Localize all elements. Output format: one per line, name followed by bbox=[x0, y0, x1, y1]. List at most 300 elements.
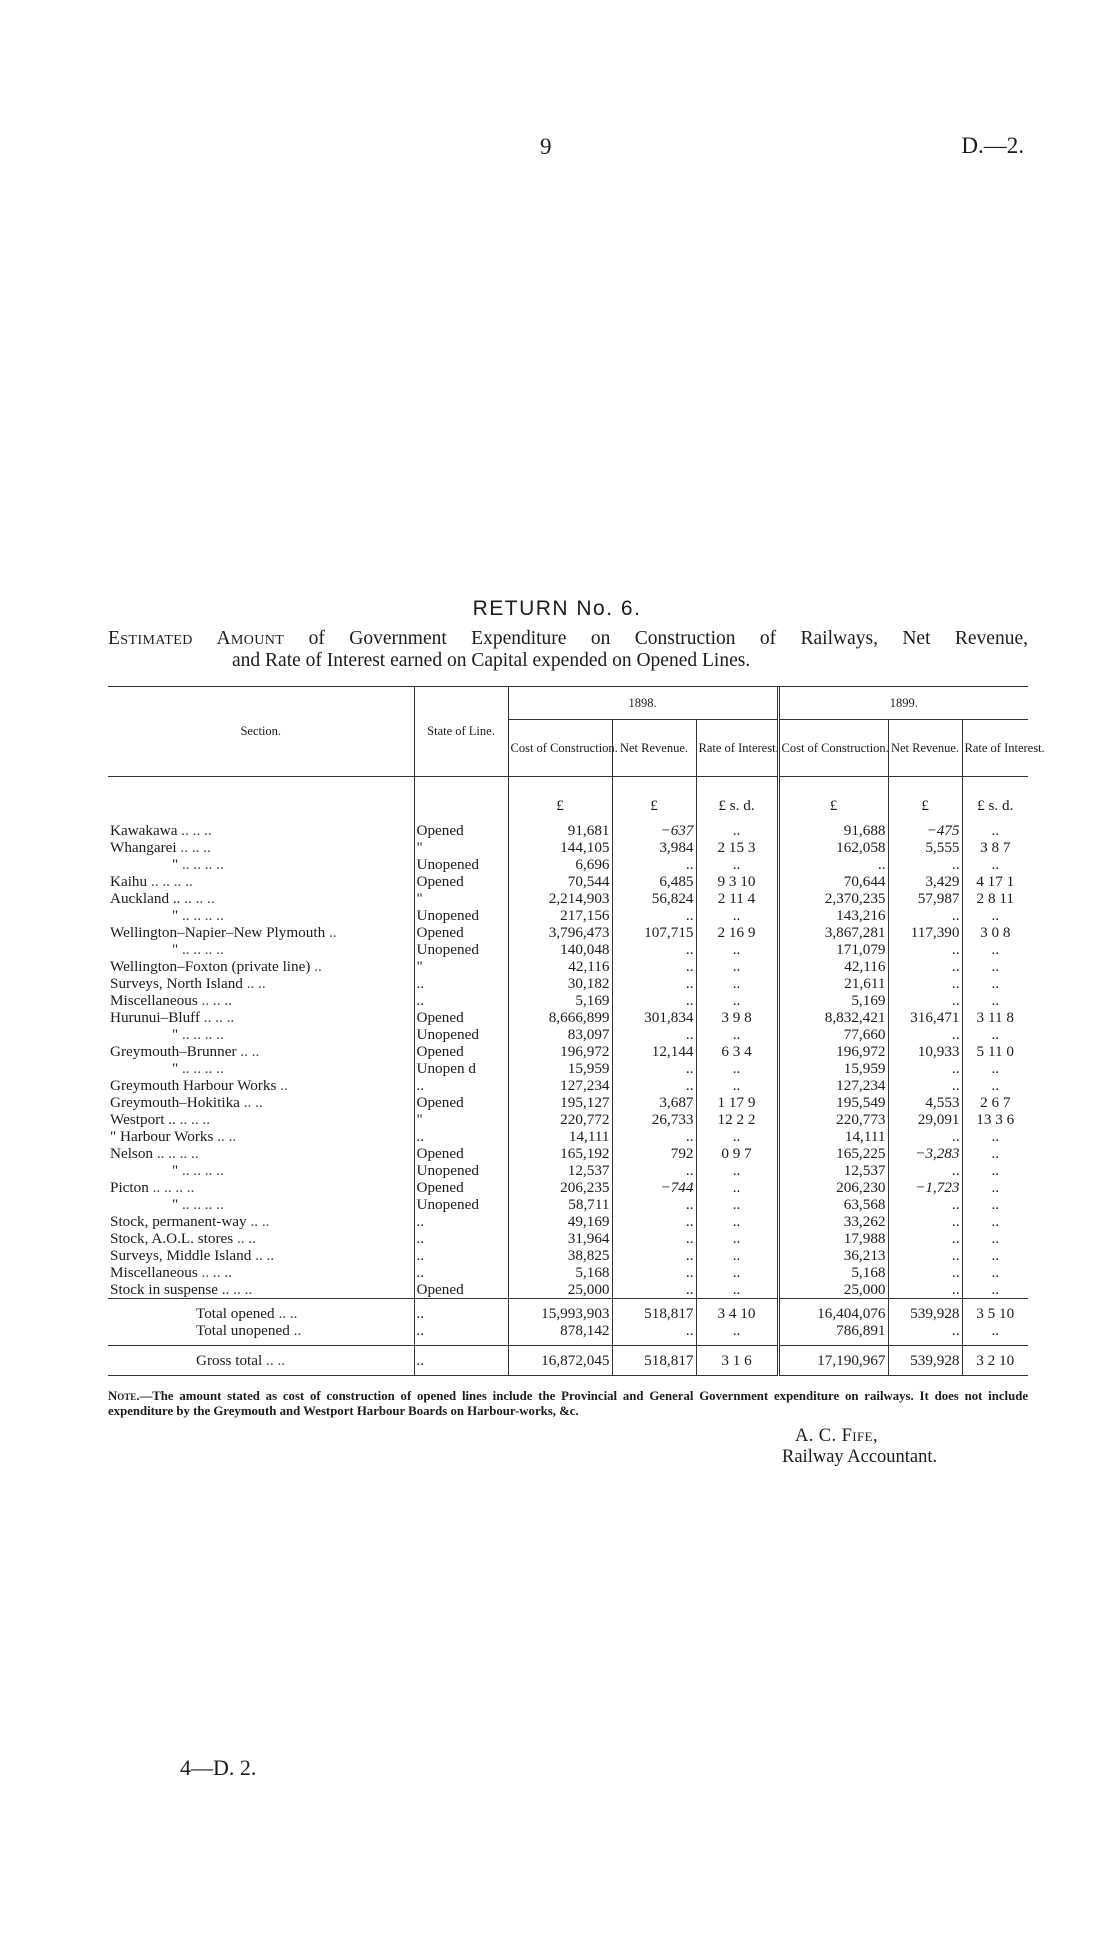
rate-1899-cell: .. bbox=[962, 1026, 1028, 1043]
state-cell: Unopened bbox=[414, 1196, 508, 1213]
rate-1899-cell: 5 11 0 bbox=[962, 1043, 1028, 1060]
leader-dots: .. .. bbox=[240, 1043, 260, 1060]
rate-1899-cell: .. bbox=[962, 1247, 1028, 1264]
cost-1899-cell: 17,988 bbox=[778, 1230, 888, 1247]
section-label: " bbox=[172, 907, 179, 924]
cost-1898-cell: 8,666,899 bbox=[508, 1009, 612, 1026]
table-row bbox=[108, 1060, 1028, 1077]
section-cell bbox=[108, 1264, 414, 1281]
section-cell bbox=[108, 822, 414, 839]
section-cell bbox=[108, 1128, 414, 1145]
return-heading: RETURN No. 6. bbox=[472, 597, 642, 620]
net-1898-cell: 518,817 bbox=[612, 1299, 696, 1323]
rate-1898-cell: 2 11 4 bbox=[696, 890, 778, 907]
net-1898-cell: .. bbox=[612, 907, 696, 924]
table-row bbox=[108, 873, 1028, 890]
table-row bbox=[108, 1299, 1028, 1323]
section-cell bbox=[108, 1299, 414, 1323]
signatory-title: Railway Accountant. bbox=[782, 1447, 938, 1467]
net-1899-cell: .. bbox=[888, 1128, 962, 1145]
leader-dots: .. .. .. .. bbox=[182, 907, 224, 924]
state-cell: .. bbox=[414, 1128, 508, 1145]
section-label: Hurunui–Bluff bbox=[110, 1009, 200, 1026]
rate-1899-cell: 3 2 10 bbox=[962, 1346, 1028, 1376]
section-cell bbox=[108, 1094, 414, 1111]
rate-1898-cell: 3 1 6 bbox=[696, 1346, 778, 1376]
section-label: Nelson bbox=[110, 1145, 154, 1162]
net-1898-cell: .. bbox=[612, 1247, 696, 1264]
net-1898-cell: 3,984 bbox=[612, 839, 696, 856]
section-cell bbox=[108, 992, 414, 1009]
note-text: —The amount stated as cost of construction of opened lines include the Provincial and General Government expenditure on railways. It does not include expenditure by the Greymouth and Westport Harbour Boards on Harbour-works, &c. bbox=[108, 1389, 1028, 1418]
net-1898-cell: .. bbox=[612, 856, 696, 873]
cost-1898-cell: 127,234 bbox=[508, 1077, 612, 1094]
rate-1898-cell: .. bbox=[696, 1128, 778, 1145]
rate-1898-cell: .. bbox=[696, 1196, 778, 1213]
section-cell bbox=[108, 1346, 414, 1376]
net-1898-cell: 56,824 bbox=[612, 890, 696, 907]
state-cell: " bbox=[414, 839, 508, 856]
leader-dots: .. .. bbox=[236, 1230, 256, 1247]
section-cell bbox=[108, 856, 414, 873]
state-cell: .. bbox=[414, 1322, 508, 1346]
rate-1898-cell: 2 15 3 bbox=[696, 839, 778, 856]
leader-dots: .. .. .. .. bbox=[156, 1145, 199, 1162]
section-cell bbox=[108, 958, 414, 975]
rate-1899-cell: .. bbox=[962, 975, 1028, 992]
net-1899-cell: −3,283 bbox=[888, 1145, 962, 1162]
section-label: Gross total bbox=[196, 1352, 263, 1369]
cost-1899-cell: 165,225 bbox=[778, 1145, 888, 1162]
net-1899-cell: .. bbox=[888, 1247, 962, 1264]
state-cell: " bbox=[414, 1111, 508, 1128]
cost-1899-cell: 25,000 bbox=[778, 1281, 888, 1299]
state-cell: Unopened bbox=[414, 941, 508, 958]
state-column-header: State of Line. bbox=[414, 687, 508, 777]
table-row bbox=[108, 1043, 1028, 1060]
rate-1899-cell: .. bbox=[962, 1230, 1028, 1247]
year-1898-header: 1898. bbox=[508, 687, 778, 720]
cost-1899-cell: 195,549 bbox=[778, 1094, 888, 1111]
table-row bbox=[108, 1111, 1028, 1128]
section-label: Surveys, North Island bbox=[110, 975, 243, 992]
table-title-line-1-rest: of Government Expenditure on Construction of Railways, Net Revenue, bbox=[284, 628, 1028, 649]
net-1899-cell: .. bbox=[888, 1162, 962, 1179]
cost-1899-cell: 36,213 bbox=[778, 1247, 888, 1264]
rate-1899-cell: 13 3 6 bbox=[962, 1111, 1028, 1128]
section-label: Picton bbox=[110, 1179, 149, 1196]
net-1899-cell: .. bbox=[888, 1264, 962, 1281]
table-row bbox=[108, 822, 1028, 839]
cost-1898-cell: 15,959 bbox=[508, 1060, 612, 1077]
rate-1898-cell: .. bbox=[696, 975, 778, 992]
table-row bbox=[108, 1196, 1028, 1213]
rate-1898-cell: .. bbox=[696, 907, 778, 924]
section-cell bbox=[108, 1247, 414, 1264]
section-label: Auckland .. bbox=[110, 890, 181, 907]
rate-1899-cell: .. bbox=[962, 992, 1028, 1009]
cost-1898-cell: 6,696 bbox=[508, 856, 612, 873]
cost-1899-cell: 3,867,281 bbox=[778, 924, 888, 941]
rate-1898-cell: 9 3 10 bbox=[696, 873, 778, 890]
rate-1899-cell: .. bbox=[962, 1322, 1028, 1346]
net-1898-cell: .. bbox=[612, 1196, 696, 1213]
cost-1899-cell: 171,079 bbox=[778, 941, 888, 958]
net-1898-cell: 301,834 bbox=[612, 1009, 696, 1026]
cost-1899-cell: 786,891 bbox=[778, 1322, 888, 1346]
rate-1899-cell: 3 8 7 bbox=[962, 839, 1028, 856]
section-cell bbox=[108, 1009, 414, 1026]
section-label: " bbox=[172, 856, 179, 873]
net-1898-cell: .. bbox=[612, 1128, 696, 1145]
section-cell bbox=[108, 1111, 414, 1128]
net-1898-cell: .. bbox=[612, 1026, 696, 1043]
cost-1898-cell: 30,182 bbox=[508, 975, 612, 992]
net-1898-cell: 12,144 bbox=[612, 1043, 696, 1060]
section-cell bbox=[108, 941, 414, 958]
unit-pound: £ bbox=[778, 777, 888, 823]
section-cell bbox=[108, 839, 414, 856]
table-row bbox=[108, 856, 1028, 873]
net-1899-cell: .. bbox=[888, 992, 962, 1009]
cost-1899-cell: 5,169 bbox=[778, 992, 888, 1009]
cost-1899-cell: 91,688 bbox=[778, 822, 888, 839]
rate-1898-cell: .. bbox=[696, 1162, 778, 1179]
rate-1898-cell: .. bbox=[696, 992, 778, 1009]
section-label: Stock, A.O.L. stores bbox=[110, 1230, 234, 1247]
leader-dots: .. .. .. bbox=[201, 992, 232, 1009]
table-row bbox=[108, 958, 1028, 975]
table-row bbox=[108, 1213, 1028, 1230]
net-1899-cell: .. bbox=[888, 975, 962, 992]
page-number: 9 bbox=[540, 134, 552, 159]
cost-1899-cell: 14,111 bbox=[778, 1128, 888, 1145]
rate-1898-cell: .. bbox=[696, 1179, 778, 1196]
cost-1898-cell: 2,214,903 bbox=[508, 890, 612, 907]
net-1898-cell: .. bbox=[612, 992, 696, 1009]
rate-1899-cell: .. bbox=[962, 958, 1028, 975]
leader-dots: .. bbox=[293, 1322, 302, 1339]
state-cell: Unopened bbox=[414, 1026, 508, 1043]
cost-1899-cell: 206,230 bbox=[778, 1179, 888, 1196]
section-cell bbox=[108, 1322, 414, 1346]
rate-1898-cell: .. bbox=[696, 958, 778, 975]
rate-1899-cell: 2 8 11 bbox=[962, 890, 1028, 907]
net-1899-cell: .. bbox=[888, 1230, 962, 1247]
state-cell: Opened bbox=[414, 822, 508, 839]
cost-1899-cell: 42,116 bbox=[778, 958, 888, 975]
state-cell: .. bbox=[414, 992, 508, 1009]
section-cell bbox=[108, 1179, 414, 1196]
net-1899-cell: .. bbox=[888, 958, 962, 975]
section-label: Total unopened bbox=[196, 1322, 290, 1339]
cost-1898-cell: 196,972 bbox=[508, 1043, 612, 1060]
net-1898-cell: 518,817 bbox=[612, 1346, 696, 1376]
section-cell bbox=[108, 1196, 414, 1213]
cost-1899-cell: 162,058 bbox=[778, 839, 888, 856]
rate-1899-cell: 3 0 8 bbox=[962, 924, 1028, 941]
leader-dots: .. .. .. .. bbox=[150, 873, 193, 890]
state-cell: .. bbox=[414, 1346, 508, 1376]
section-label: " bbox=[172, 1060, 179, 1077]
leader-dots: .. .. .. .. bbox=[152, 1179, 195, 1196]
leader-dots: .. bbox=[280, 1077, 288, 1094]
section-label: Greymouth–Hokitika bbox=[110, 1094, 240, 1111]
net-1899-cell: 3,429 bbox=[888, 873, 962, 890]
cost-1899-cell: 5,168 bbox=[778, 1264, 888, 1281]
leader-dots: .. .. bbox=[250, 1213, 270, 1230]
net-1898-cell: 26,733 bbox=[612, 1111, 696, 1128]
cost-1899-cell: 196,972 bbox=[778, 1043, 888, 1060]
net-1899-cell: −1,723 bbox=[888, 1179, 962, 1196]
rate-1899-cell: .. bbox=[962, 856, 1028, 873]
cost-1899-cell: 220,773 bbox=[778, 1111, 888, 1128]
table-row bbox=[108, 1230, 1028, 1247]
net-1899-cell: .. bbox=[888, 856, 962, 873]
net-1898-cell: 3,687 bbox=[612, 1094, 696, 1111]
net-1898-cell: .. bbox=[612, 1162, 696, 1179]
rate-1899-cell: .. bbox=[962, 1162, 1028, 1179]
rate-1899-cell: .. bbox=[962, 1264, 1028, 1281]
table-row bbox=[108, 839, 1028, 856]
cost-1898-cell: 140,048 bbox=[508, 941, 612, 958]
cost-1898-cell: 31,964 bbox=[508, 1230, 612, 1247]
rate-1898-cell: .. bbox=[696, 822, 778, 839]
cost-1898-cell: 16,872,045 bbox=[508, 1346, 612, 1376]
rate-1898-cell: .. bbox=[696, 1264, 778, 1281]
leader-dots: .. .. .. .. bbox=[182, 941, 224, 958]
state-cell: .. bbox=[414, 1077, 508, 1094]
net-1898-cell: .. bbox=[612, 1281, 696, 1299]
cost-1899-cell: .. bbox=[778, 856, 888, 873]
rate-1899-cell: .. bbox=[962, 1196, 1028, 1213]
state-cell: Opened bbox=[414, 1043, 508, 1060]
table-row bbox=[108, 1162, 1028, 1179]
state-cell: " bbox=[414, 958, 508, 975]
net-1898-cell: −637 bbox=[612, 822, 696, 839]
table-row bbox=[108, 992, 1028, 1009]
section-cell bbox=[108, 1145, 414, 1162]
section-label: Kawakawa bbox=[110, 822, 178, 839]
section-cell bbox=[108, 1060, 414, 1077]
rate-1898-cell: 0 9 7 bbox=[696, 1145, 778, 1162]
state-cell: Unopen d bbox=[414, 1060, 508, 1077]
unit-lsd: £ s. d. bbox=[962, 777, 1028, 823]
table-row bbox=[108, 1281, 1028, 1299]
leader-dots: .. .. bbox=[266, 1352, 286, 1369]
leader-dots: .. .. .. bbox=[201, 1264, 232, 1281]
cost-1898-cell: 206,235 bbox=[508, 1179, 612, 1196]
section-cell bbox=[108, 1230, 414, 1247]
state-cell: Opened bbox=[414, 1009, 508, 1026]
state-cell: " bbox=[414, 890, 508, 907]
leader-dots: .. .. .. bbox=[179, 1111, 211, 1128]
cost-1898-cell: 70,544 bbox=[508, 873, 612, 890]
section-cell bbox=[108, 1043, 414, 1060]
rate-1899-cell: .. bbox=[962, 1060, 1028, 1077]
section-label: " bbox=[172, 941, 179, 958]
net-1898-header: Net Revenue. bbox=[612, 720, 696, 777]
section-label: Wellington–Napier–New Plymouth bbox=[110, 924, 326, 941]
cost-1898-cell: 25,000 bbox=[508, 1281, 612, 1299]
cost-1898-cell: 5,168 bbox=[508, 1264, 612, 1281]
cost-1899-cell: 21,611 bbox=[778, 975, 888, 992]
net-1899-cell: .. bbox=[888, 907, 962, 924]
rate-1899-cell: .. bbox=[962, 1213, 1028, 1230]
leader-dots: .. bbox=[314, 958, 322, 975]
rate-1898-cell: .. bbox=[696, 1060, 778, 1077]
cost-1898-cell: 91,681 bbox=[508, 822, 612, 839]
leader-dots: .. .. bbox=[278, 1305, 298, 1322]
net-1899-cell: .. bbox=[888, 941, 962, 958]
state-cell: .. bbox=[414, 1247, 508, 1264]
state-cell: .. bbox=[414, 1264, 508, 1281]
leader-dots: .. .. .. bbox=[184, 890, 215, 907]
table-row bbox=[108, 1346, 1028, 1376]
rate-1899-cell: .. bbox=[962, 907, 1028, 924]
state-cell: Opened bbox=[414, 873, 508, 890]
net-1898-cell: .. bbox=[612, 1060, 696, 1077]
table-row bbox=[108, 975, 1028, 992]
leader-dots: .. .. .. .. bbox=[182, 1162, 224, 1179]
net-1899-cell: .. bbox=[888, 1026, 962, 1043]
leader-dots: .. .. .. .. bbox=[182, 1196, 224, 1213]
net-1899-header: Net Revenue. bbox=[888, 720, 962, 777]
unit-pound: £ bbox=[508, 777, 612, 823]
cost-1899-cell: 8,832,421 bbox=[778, 1009, 888, 1026]
net-1899-cell: 117,390 bbox=[888, 924, 962, 941]
section-label: " Harbour Works bbox=[110, 1128, 214, 1145]
cost-1898-cell: 49,169 bbox=[508, 1213, 612, 1230]
state-cell: Opened bbox=[414, 1179, 508, 1196]
leader-dots: .. .. bbox=[255, 1247, 275, 1264]
section-cell bbox=[108, 1281, 414, 1299]
table-row bbox=[108, 1264, 1028, 1281]
cost-1899-cell: 2,370,235 bbox=[778, 890, 888, 907]
leader-dots: .. .. .. bbox=[203, 1009, 235, 1026]
table-row bbox=[108, 1179, 1028, 1196]
section-cell bbox=[108, 1026, 414, 1043]
net-1899-cell: −475 bbox=[888, 822, 962, 839]
section-label: Kaihu bbox=[110, 873, 148, 890]
net-1898-cell: 107,715 bbox=[612, 924, 696, 941]
cost-1899-cell: 12,537 bbox=[778, 1162, 888, 1179]
table-row bbox=[108, 890, 1028, 907]
rate-1899-header: Rate of Interest. bbox=[962, 720, 1028, 777]
net-1899-cell: .. bbox=[888, 1077, 962, 1094]
cost-1899-cell: 127,234 bbox=[778, 1077, 888, 1094]
rate-1898-header: Rate of Interest. bbox=[696, 720, 778, 777]
rate-1898-cell: 1 17 9 bbox=[696, 1094, 778, 1111]
expenditure-table bbox=[108, 686, 1045, 1376]
cost-1898-cell: 195,127 bbox=[508, 1094, 612, 1111]
table-title-line-1 bbox=[108, 628, 1028, 650]
rate-1898-cell: .. bbox=[696, 1026, 778, 1043]
table-title bbox=[108, 628, 1028, 672]
table-row bbox=[108, 1009, 1028, 1026]
net-1898-cell: .. bbox=[612, 1322, 696, 1346]
rate-1899-cell: 3 5 10 bbox=[962, 1299, 1028, 1323]
net-1898-cell: .. bbox=[612, 1230, 696, 1247]
leader-dots: .. .. bbox=[233, 1281, 253, 1298]
net-1899-cell: 10,933 bbox=[888, 1043, 962, 1060]
cost-1898-cell: 165,192 bbox=[508, 1145, 612, 1162]
cost-1899-cell: 77,660 bbox=[778, 1026, 888, 1043]
section-label: Greymouth–Brunner bbox=[110, 1043, 237, 1060]
cost-1899-header: Cost of Construction. bbox=[778, 720, 888, 777]
table-row bbox=[108, 1077, 1028, 1094]
state-cell: Unopened bbox=[414, 856, 508, 873]
cost-1898-cell: 878,142 bbox=[508, 1322, 612, 1346]
leader-dots: .. .. bbox=[246, 975, 266, 992]
state-cell: .. bbox=[414, 1299, 508, 1323]
section-label: Stock, permanent-way bbox=[110, 1213, 247, 1230]
table-row bbox=[108, 1026, 1028, 1043]
rate-1898-cell: 3 9 8 bbox=[696, 1009, 778, 1026]
net-1898-cell: .. bbox=[612, 958, 696, 975]
leader-dots: .. .. .. .. bbox=[182, 1026, 224, 1043]
section-label: Stock in suspense .. bbox=[110, 1281, 230, 1298]
cost-1899-cell: 33,262 bbox=[778, 1213, 888, 1230]
rate-1899-cell: .. bbox=[962, 822, 1028, 839]
section-cell bbox=[108, 975, 414, 992]
section-label: Greymouth Harbour Works bbox=[110, 1077, 277, 1094]
cost-1898-cell: 217,156 bbox=[508, 907, 612, 924]
footnote bbox=[108, 1389, 1028, 1419]
section-cell bbox=[108, 890, 414, 907]
net-1898-cell: .. bbox=[612, 1264, 696, 1281]
cost-1898-cell: 3,796,473 bbox=[508, 924, 612, 941]
table-body bbox=[108, 777, 1028, 1376]
unit-pound: £ bbox=[888, 777, 962, 823]
section-cell bbox=[108, 1162, 414, 1179]
cost-1899-cell: 143,216 bbox=[778, 907, 888, 924]
table-title-smallcaps: Estimated Amount bbox=[108, 628, 285, 649]
rate-1898-cell: .. bbox=[696, 1247, 778, 1264]
section-label: " bbox=[172, 1196, 179, 1213]
rate-1899-cell: .. bbox=[962, 1128, 1028, 1145]
rate-1898-cell: 2 16 9 bbox=[696, 924, 778, 941]
unit-pound: £ bbox=[612, 777, 696, 823]
cost-1898-cell: 5,169 bbox=[508, 992, 612, 1009]
section-label: Wellington–Foxton (private line) bbox=[110, 958, 311, 975]
section-label: Miscellaneous bbox=[110, 1264, 198, 1281]
cost-1899-cell: 16,404,076 bbox=[778, 1299, 888, 1323]
cost-1898-cell: 14,111 bbox=[508, 1128, 612, 1145]
table-row bbox=[108, 941, 1028, 958]
state-cell: Opened bbox=[414, 1281, 508, 1299]
net-1898-cell: .. bbox=[612, 1213, 696, 1230]
net-1899-cell: 29,091 bbox=[888, 1111, 962, 1128]
section-label: Whangarei bbox=[110, 839, 177, 856]
section-cell bbox=[108, 924, 414, 941]
section-label: " bbox=[172, 1026, 179, 1043]
table-title-line-2: and Rate of Interest earned on Capital expended on Opened Lines. bbox=[232, 650, 751, 671]
state-cell: .. bbox=[414, 1213, 508, 1230]
year-1899-header: 1899. bbox=[778, 687, 1028, 720]
leader-dots: .. .. .. bbox=[180, 839, 211, 856]
rate-1899-cell: 4 17 1 bbox=[962, 873, 1028, 890]
state-cell: Opened bbox=[414, 1145, 508, 1162]
rate-1899-cell: .. bbox=[962, 1281, 1028, 1299]
state-cell: Unopened bbox=[414, 907, 508, 924]
leader-dots: .. .. .. .. bbox=[182, 856, 224, 873]
cost-1898-header: Cost of Construction. bbox=[508, 720, 612, 777]
cost-1898-cell: 15,993,903 bbox=[508, 1299, 612, 1323]
net-1898-cell: .. bbox=[612, 941, 696, 958]
cost-1899-cell: 63,568 bbox=[778, 1196, 888, 1213]
section-label: Surveys, Middle Island bbox=[110, 1247, 252, 1264]
